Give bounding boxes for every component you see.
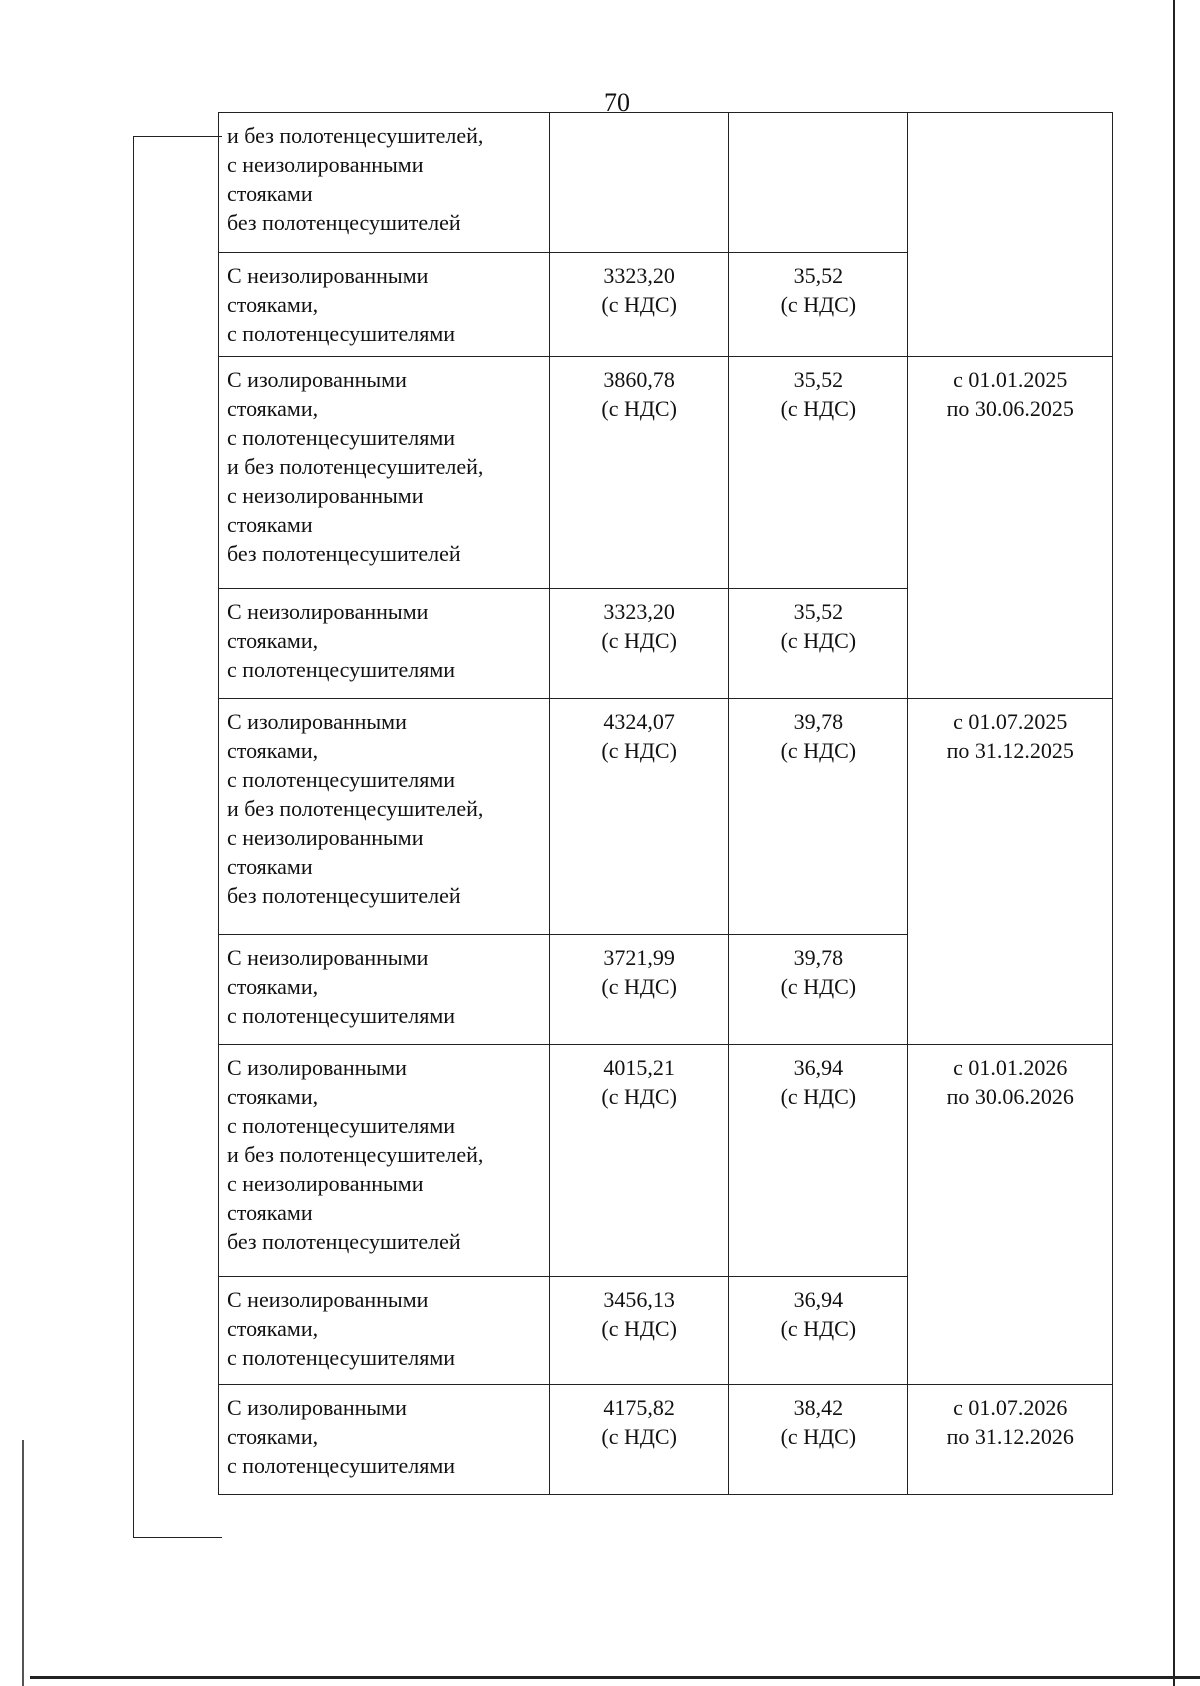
rate-cell: 38,42 (с НДС) (729, 1385, 908, 1495)
price-cell: 3323,20 (с НДС) (550, 253, 729, 357)
table-left-column (133, 136, 222, 1538)
scan-right-edge (1173, 0, 1175, 1686)
tariff-table (218, 112, 1113, 1495)
price-cell: 3323,20 (с НДС) (550, 589, 729, 699)
scan-bottom-edge (30, 1676, 1200, 1679)
description-cell: С изолированными стояками, с полотенцесушителями (219, 1385, 550, 1495)
description-cell: С неизолированными стояками, с полотенцесушителями (219, 253, 550, 357)
rate-cell: 36,94 (с НДС) (729, 1045, 908, 1277)
rate-cell: 35,52 (с НДС) (729, 253, 908, 357)
price-cell: 4015,21 (с НДС) (550, 1045, 729, 1277)
price-cell: 3860,78 (с НДС) (550, 357, 729, 589)
description-cell: С неизолированными стояками, с полотенцесушителями (219, 589, 550, 699)
scan-left-edge (22, 1440, 24, 1686)
rate-cell: 35,52 (с НДС) (729, 589, 908, 699)
rate-cell (729, 113, 908, 253)
rate-cell: 39,78 (с НДС) (729, 699, 908, 935)
description-cell: С изолированными стояками, с полотенцесушителями и без полотенцесушителей, с неизолированными стояками без полотенцесушителей (219, 1045, 550, 1277)
description-cell: и без полотенцесушителей, с неизолированными стояками без полотенцесушителей (219, 113, 550, 253)
period-cell (908, 113, 1113, 357)
period-cell: с 01.07.2026 по 31.12.2026 (908, 1385, 1113, 1495)
table-row (219, 357, 1113, 589)
description-cell: С неизолированными стояками, с полотенцесушителями (219, 935, 550, 1045)
period-cell: с 01.07.2025 по 31.12.2025 (908, 699, 1113, 1045)
table-row (219, 1045, 1113, 1277)
price-cell: 4175,82 (с НДС) (550, 1385, 729, 1495)
table-row (219, 699, 1113, 935)
description-cell: С неизолированными стояками, с полотенцесушителями (219, 1277, 550, 1385)
description-cell: С изолированными стояками, с полотенцесушителями и без полотенцесушителей, с неизолированными стояками без полотенцесушителей (219, 357, 550, 589)
table-row (219, 113, 1113, 253)
price-cell: 4324,07 (с НДС) (550, 699, 729, 935)
rate-cell: 39,78 (с НДС) (729, 935, 908, 1045)
table-row (219, 1385, 1113, 1495)
description-cell: С изолированными стояками, с полотенцесушителями и без полотенцесушителей, с неизолированными стояками без полотенцесушителей (219, 699, 550, 935)
price-cell: 3721,99 (с НДС) (550, 935, 729, 1045)
rate-cell: 35,52 (с НДС) (729, 357, 908, 589)
price-cell (550, 113, 729, 253)
period-cell: с 01.01.2026 по 30.06.2026 (908, 1045, 1113, 1385)
period-cell: с 01.01.2025 по 30.06.2025 (908, 357, 1113, 699)
page-number: 70 (604, 88, 630, 117)
rate-cell: 36,94 (с НДС) (729, 1277, 908, 1385)
price-cell: 3456,13 (с НДС) (550, 1277, 729, 1385)
